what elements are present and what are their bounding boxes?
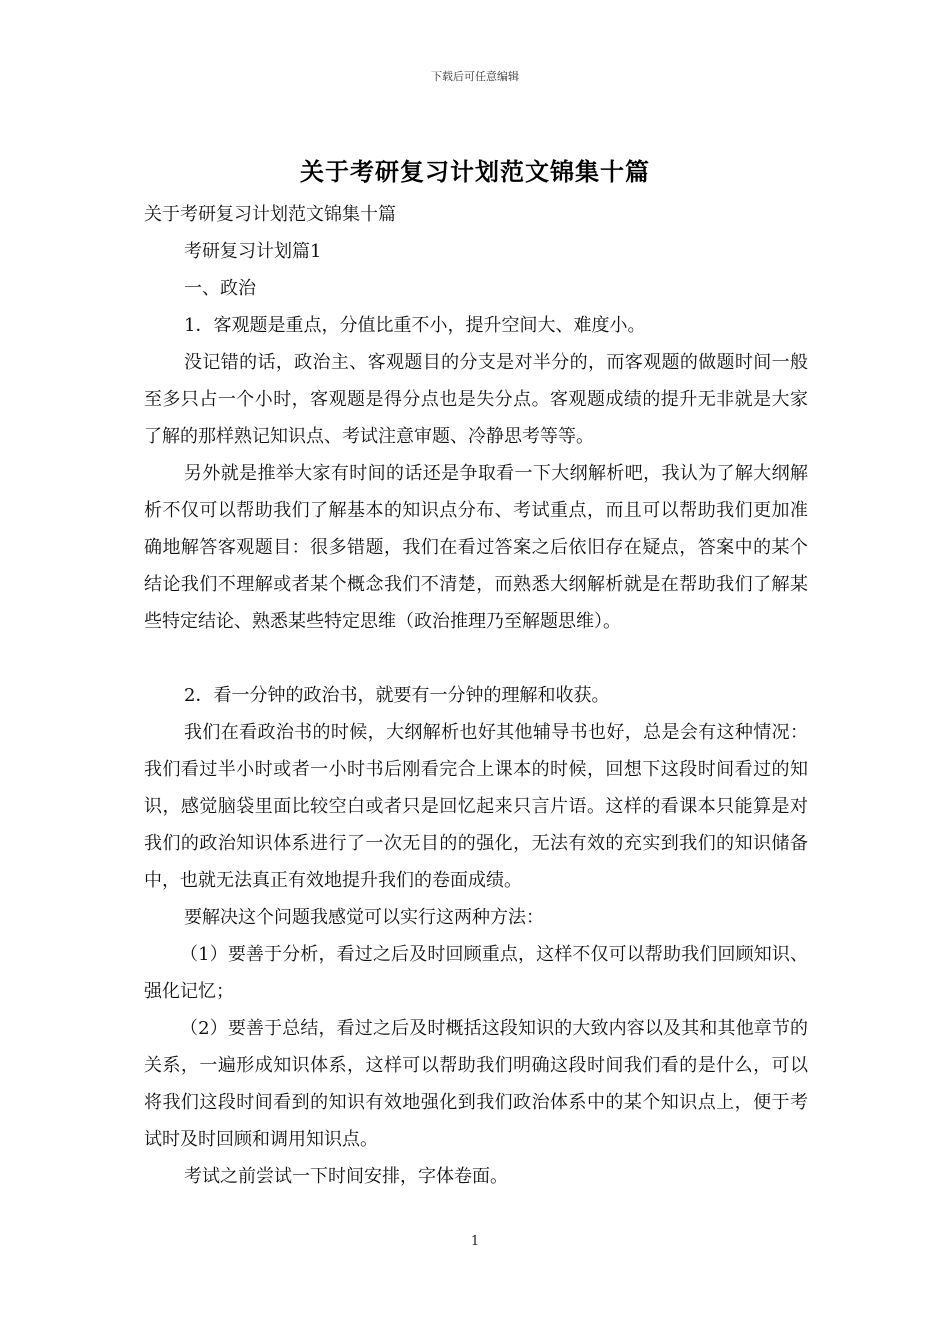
header-note: 下载后可任意编辑	[431, 70, 519, 83]
paragraph-4: 要解决这个问题我感觉可以实行这两种方法：	[184, 907, 544, 928]
part-heading: 一、政治	[184, 278, 256, 299]
section-heading: 考研复习计划篇1	[184, 241, 322, 262]
paragraph-2: 另外就是推举大家有时间的话还是争取看一下大纲解析吧，我认为了解大纲解析不仅可以帮助我们了解基本的知识点分布、考试重点，而且可以帮助我们更加准确地解答客观题目：很多错题，我们在看过答案之后依旧存在疑点，答案中的某个结论我们不理解或者某个概念我们不清楚，而熟悉大纲解析就是在帮助我们了解某些特定结论、熟悉某些特定思维（政治推理乃至解题思维）。	[144, 463, 808, 632]
page-number: 1	[470, 1234, 480, 1249]
paragraph-3: 我们在看政治书的时候，大纲解析也好其他辅导书也好，总是会有这种情况：我们看过半小时或者一小时书后刚看完合上课本的时候，回想下这段时间看过的知识，感觉脑袋里面比较空白或者只是回忆起来只言片语。这样的看课本只能算是对我们的政治知识体系进行了一次无目的的强化，无法有效的充实到我们的知识储备中，也就无法真正有效地提升我们的卷面成绩。	[144, 722, 808, 891]
document-subtitle: 关于考研复习计划范文锦集十篇	[144, 204, 396, 225]
blank-line	[144, 640, 808, 677]
point-2: 2．看一分钟的政治书，就要有一分钟的理解和收获。	[184, 685, 610, 706]
method-2: （2）要善于总结，看过之后及时概括这段知识的大致内容以及其和其他章节的关系，一遍形成知识体系，这样可以帮助我们明确这段时间我们看的是什么，可以将我们这段时间看到的知识有效地强化到我们政治体系中的某个知识点上，便于考试时及时回顾和调用知识点。	[144, 1018, 808, 1150]
method-1: （1）要善于分析，看过之后及时回顾重点，这样不仅可以帮助我们回顾知识、强化记忆；	[144, 944, 808, 1002]
paragraph-1: 没记错的话，政治主、客观题目的分支是对半分的，而客观题的做题时间一般至多只占一个小时，客观题是得分点也是失分点。客观题成绩的提升无非就是大家了解的那样熟记知识点、考试注意审题、冷静思考等等。	[144, 352, 808, 447]
document-title: 关于考研复习计划范文锦集十篇	[300, 157, 650, 186]
document-body	[144, 196, 808, 1195]
paragraph-5: 考试之前尝试一下时间安排，字体卷面。	[184, 1166, 508, 1187]
point-1: 1．客观题是重点，分值比重不小，提升空间大、难度小。	[184, 315, 646, 336]
